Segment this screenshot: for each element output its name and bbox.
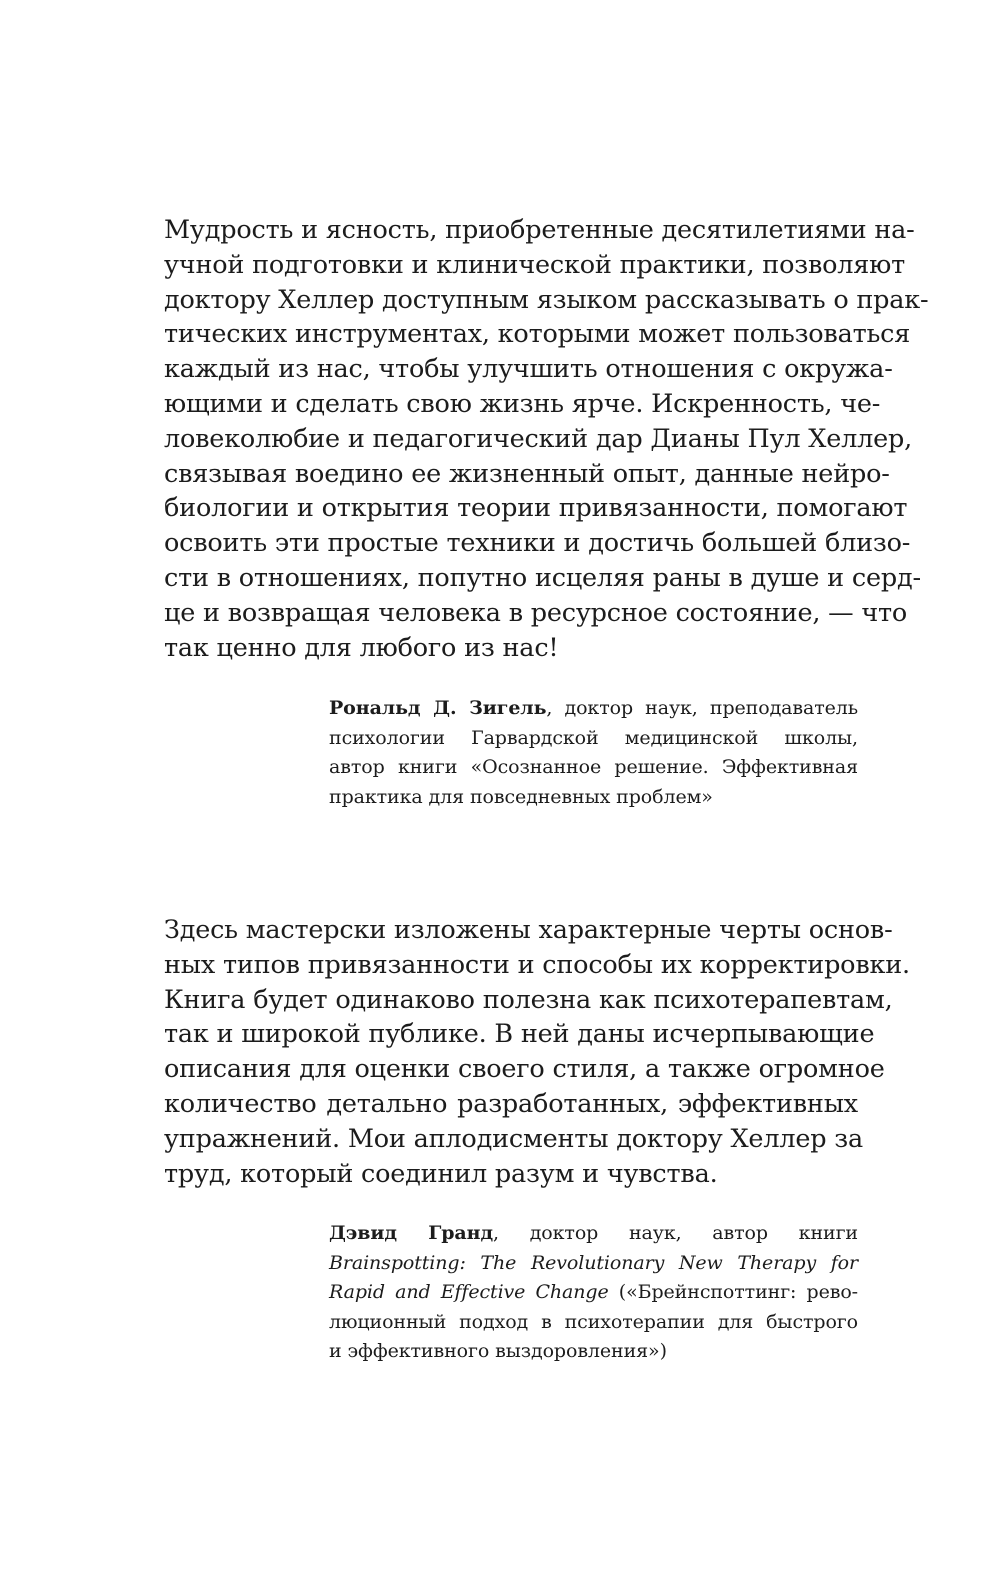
quote-2-line: труд, который соединил разум и чувства. [164, 1158, 718, 1189]
attribution-1 [329, 694, 858, 812]
attribution-2-line [329, 1278, 858, 1308]
attribution-2 [329, 1219, 858, 1367]
quote-2-line: описания для оценки своего стиля, а также огромное [164, 1054, 885, 1085]
quote-1-line: ющими и сделать свою жизнь ярче. Искренность, че- [164, 388, 881, 419]
quote-2-line: ных типов привязанности и способы их корректировки. [164, 949, 910, 980]
attribution-1-credentials: , доктор наук, преподаватель [546, 697, 858, 719]
attribution-2-credentials: , доктор наук, автор книги [493, 1222, 858, 1244]
attribution-1-line: автор книги «Осознанное решение. Эффективная [329, 756, 858, 778]
quote-2-line: упражнений. Мои аплодисменты доктору Хеллер за [164, 1123, 863, 1154]
quote-1-line: связывая воедино ее жизненный опыт, данные нейро- [164, 458, 890, 489]
quote-1-line: це и возвращая человека в ресурсное состояние, — что [164, 597, 908, 628]
attribution-2-line [329, 1219, 858, 1249]
quote-2-line: количество детально разработанных, эффективных [164, 1088, 858, 1119]
attribution-1-line [329, 694, 858, 724]
book-title-english: Brainspotting: The Revolutionary New Therapy for [329, 1251, 858, 1274]
attribution-1-line: практика для повседневных проблем» [329, 785, 713, 808]
author-name-1: Рональд Д. Зигель [329, 697, 547, 719]
quote-1-line: биологии и открытия теории привязанности, помогают [164, 493, 908, 524]
quote-1-line: тических инструментах, которыми может пользоваться [164, 319, 911, 350]
endorsement-quote-2 [164, 913, 910, 1191]
quote-1-line: ловеколюбие и педагогический дар Дианы Пул Хеллер, [164, 423, 913, 454]
quote-1-line: каждый из нас, чтобы улучшить отношения с окружа- [164, 354, 893, 385]
quote-1-line: доктору Хеллер доступным языком рассказывать о прак- [164, 284, 929, 315]
quote-1-line: освоить эти простые техники и достичь большей близо- [164, 528, 911, 559]
quote-1-line: Мудрость и ясность, приобретенные десятилетиями на- [164, 215, 915, 245]
quote-2-line: Книга будет одинаково полезна как психотерапевтам, [164, 984, 893, 1015]
quote-1-text [164, 213, 929, 665]
quote-1-line: учной подготовки и клинической практики, позволяют [164, 249, 906, 280]
quote-2-text [164, 913, 910, 1191]
quote-2-line: так и широкой публике. В ней даны исчерпывающие [164, 1019, 875, 1050]
quote-2-line: Здесь мастерски изложены характерные черты основ- [164, 915, 893, 945]
quote-1-line: сти в отношениях, попутно исцеляя раны в душе и серд- [164, 562, 921, 593]
attribution-2-line: люционный подход в психотерапии для быстрого [329, 1310, 858, 1333]
book-title-english-cont: Rapid and Effective Change [329, 1281, 609, 1303]
attribution-1-line: психологии Гарвардской медицинской школы, [329, 726, 858, 749]
attribution-2-line: и эффективного выздоровления») [329, 1340, 667, 1362]
book-title-russian-start: («Брейнспоттинг: рево- [608, 1281, 858, 1303]
endorsement-quote-1 [164, 213, 929, 665]
author-name-2: Дэвид Гранд [329, 1222, 494, 1244]
quote-1-line: так ценно для любого из нас! [164, 632, 559, 663]
